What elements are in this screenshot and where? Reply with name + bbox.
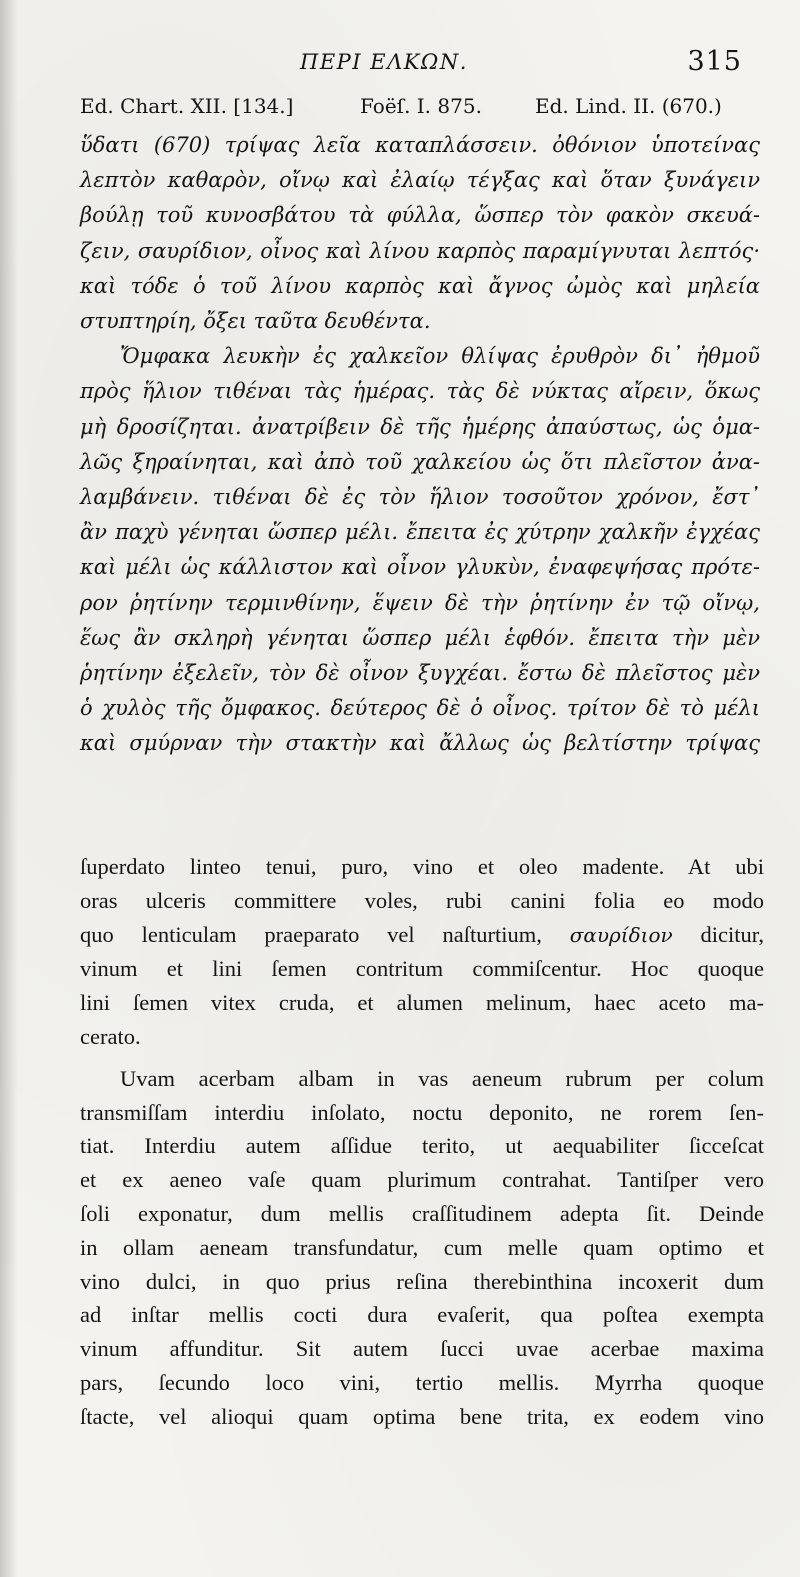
edition-foes-ref: Foëſ. I. 875. [360,94,482,118]
latin-text-block [80,850,764,1434]
greek-line: Ὄμφακα λευκὴν ἐς χαλκεῖον θλίψας ἐρυθρὸν δι᾽ ἠθμοῦ [120,344,760,369]
page-binding-shadow [0,0,18,1577]
latin-line-with-greek [80,918,764,953]
latin-line: ſoli exponatur, dum mellis craſſitudinem adepta ſit. Deinde [80,1200,764,1226]
latin-line: transmiſſam interdiu inſolato, noctu deponito, ne rorem ſen- [80,1099,764,1125]
greek-line: στυπτηρίη, ὄξει ταῦτα δευθέντα. [80,309,431,334]
latin-line: ſuperdato linteo tenui, puro, vino et oleo madente. At ubi [80,854,764,879]
latin-line: ad inſtar mellis cocti dura evaſerit, qua poſtea exempta [80,1302,764,1328]
latin-line: tiat. Interdiu autem aſſidue terito, ut aequabiliter ſicceſcat [80,1133,764,1159]
greek-line: ζειν, σαυρίδιον, οἶνος καὶ λίνου καρπὸς παραμίγνυται λεπτός· [80,238,760,263]
inline-greek-word: σαυρίδιον [569,922,673,947]
greek-text-block [80,128,760,762]
greek-line: μὴ δροσίζηται. ἀνατρίβειν δὲ τῆς ἡμέρης ἀπαύστως, ὡς ὁμα- [80,414,760,439]
latin-line: in ollam aeneam transfundatur, cum melle quam optimo et [80,1234,764,1260]
greek-line: λαμβάνειν. τιθέναι δὲ ἐς τὸν ἥλιον τοσοῦτον χρόνον, ἔστ᾽ [80,485,760,510]
greek-line: ὁ χυλὸς τῆς ὄμφακος. δεύτερος δὲ ὁ οἶνος. τρίτον δὲ τὸ μέλι [80,696,760,721]
greek-line: ὕδατι (670) τρίψας λεῖα καταπλάσσειν. ὀθόνιον ὑποτείνας [80,133,760,157]
latin-line: vinum et lini ſemen contritum commiſcentur. Hoc quoque [80,956,764,982]
latin-line: oras ulceris committere voles, rubi canini folia eo modo [80,887,764,913]
latin-line: ſtacte, vel alioqui quam optima bene trita, ex eodem vino [80,1403,764,1429]
latin-line-tail: dicitur, [672,921,764,947]
latin-line: lini ſemen vitex cruda, et alumen melinum, haec aceto ma- [80,990,764,1016]
greek-line: ῥητίνην ἐξελεῖν, τὸν δὲ οἶνον ξυγχέαι. ἔστω δὲ πλεῖστος μὲν [80,661,760,686]
greek-line: λεπτὸν καθαρὸν, οἴνῳ καὶ ἐλαίῳ τέγξας καὶ ὅταν ξυνάγειν [80,168,760,193]
latin-line: vino dulci, in quo prius reſina therebinthina incoxerit dum [80,1268,764,1294]
latin-line: et ex aeneo vaſe quam plurimum contrahat. Tantiſper vero [80,1167,764,1193]
running-head [0,44,800,84]
greek-line: καὶ μέλι ὡς κάλλιστον καὶ οἶνον γλυκὺν, ἐναφεψήσας πρότε- [80,555,760,580]
running-title: ΠΕΡΙ ΕΛΚΩΝ. [300,50,468,74]
latin-line: pars, ſecundo loco vini, tertio mellis. Myrrha quoque [80,1369,764,1395]
greek-line: καὶ τόδε ὁ τοῦ λίνου καρπὸς καὶ ἄγνος ὠμὸς καὶ μηλεία [80,273,760,298]
greek-line: καὶ σμύρναν τὴν στακτὴν καὶ ἄλλως ὡς βελτίστην τρίψας [80,731,760,756]
latin-line: cerato. [80,1023,141,1049]
latin-line: vinum affunditur. Sit autem ſucci uvae acerbae maxima [80,1336,764,1362]
greek-line: ἂν παχὺ γένηται ὥσπερ μέλι. ἔπειτα ἐς χύτρην χαλκῆν ἐγχέας [80,520,760,545]
edition-lind-ref: Ed. Lind. II. (670.) [535,94,722,118]
page-number: 315 [687,46,742,77]
greek-line: λῶς ξηραίνηται, καὶ ἀπὸ τοῦ χαλκείου ὡς ὅτι πλεῖστον ἀνα- [80,449,760,474]
greek-line: ἕως ἂν σκληρὴ γένηται ὥσπερ μέλι ἑφθόν. ἔπειτα τὴν μὲν [80,625,760,650]
edition-references [80,94,760,124]
greek-line: βούλῃ τοῦ κυνοσβάτου τὰ φύλλα, ὥσπερ τὸν φακὸν σκευά- [80,203,760,228]
greek-line: πρὸς ἥλιον τιθέναι τὰς ἡμέρας. τὰς δὲ νύκτας αἴρειν, ὅκως [80,379,760,404]
latin-line-head: quo lenticulam praeparato vel naſturtium, [80,921,570,947]
latin-line: Uvam acerbam albam in vas aeneum rubrum per colum [120,1065,764,1091]
greek-line: ρον ῥητίνην τερμινθίνην, ἕψειν δὲ τὴν ῥητίνην ἐν τῷ οἴνῳ, [80,590,760,615]
edition-chart-ref: Ed. Chart. XII. [134.] [80,94,294,118]
